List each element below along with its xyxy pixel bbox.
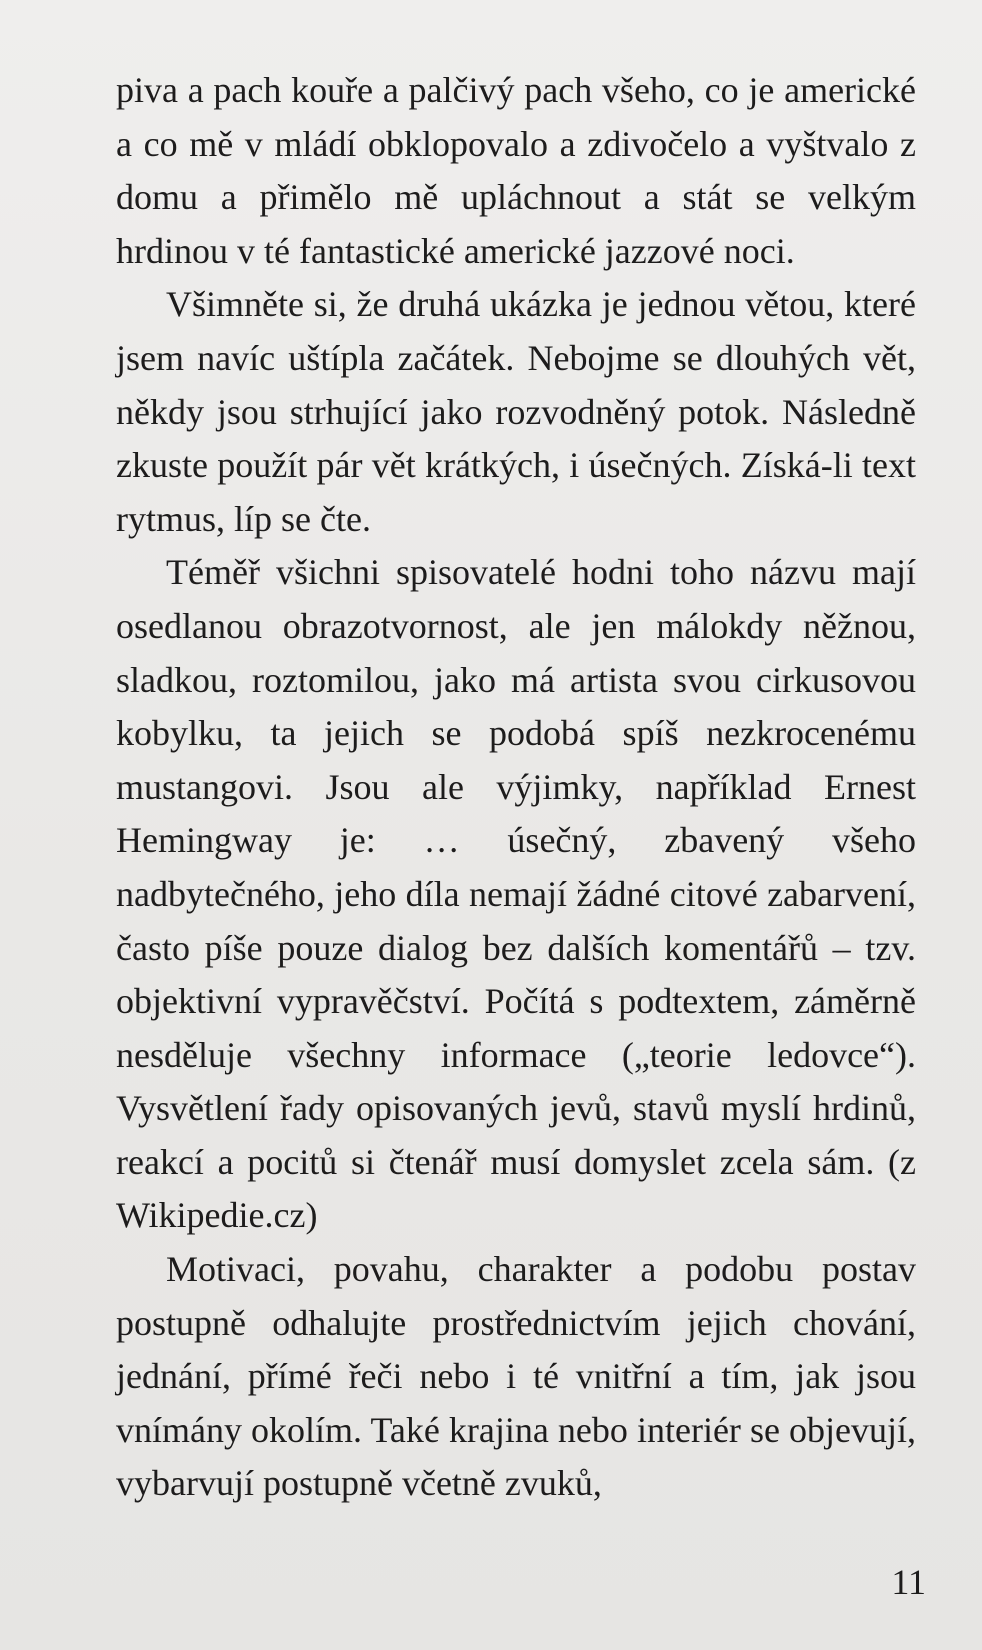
paragraph-1: piva a pach kouře a palčivý pach všeho, co je americké a co mě v mládí obklopovalo a zdivočelo a vyštvalo z domu a přimělo mě upláchnout a stát se velkým hrdinou v té fantastické americké jazzové noci.: [116, 70, 916, 271]
paragraph-2: Všimněte si, že druhá ukázka je jednou větou, které jsem navíc uštípla začátek. Nebojme se dlouhých vět, někdy jsou strhující jako rozvodněný potok. Následně zkuste použít pár vět krátkých, i úsečných. Získá-li text rytmus, líp se čte.: [116, 284, 916, 539]
paragraph-3: Téměř všichni spisovatelé hodni toho názvu mají osedlanou obrazotvornost, ale jen málokdy něžnou, sladkou, roztomilou, jako má artista svou cirkusovou kobylku, ta jejich se podobá spíš nezkrocenému mustangovi. Jsou ale výjimky, například Ernest Hemingway je: … úsečný, zbavený všeho nadbytečného, jeho díla nemají žádné citové zabarvení, často píše pouze dialog bez dalších komentářů – tzv. objektivní vypravěčství. Počítá s podtextem, záměrně nesděluje všechny informace („teorie ledovce“). Vysvětlení řady opisovaných jevů, stavů myslí hrdinů, reakcí a pocitů si čtenář musí domyslet zcela sám. (z Wikipedie.cz): [116, 552, 916, 1236]
page-number: 11: [891, 1562, 926, 1602]
body-text: [116, 64, 916, 1511]
paragraph-4: Motivaci, povahu, charakter a podobu postav postupně odhalujte prostřednictvím jejich chování, jednání, přímé řeči nebo i té vnitřní a tím, jak jsou vnímány okolím. Také krajina nebo interiér se objevují, vybarvují postupně včetně zvuků,: [116, 1249, 916, 1504]
